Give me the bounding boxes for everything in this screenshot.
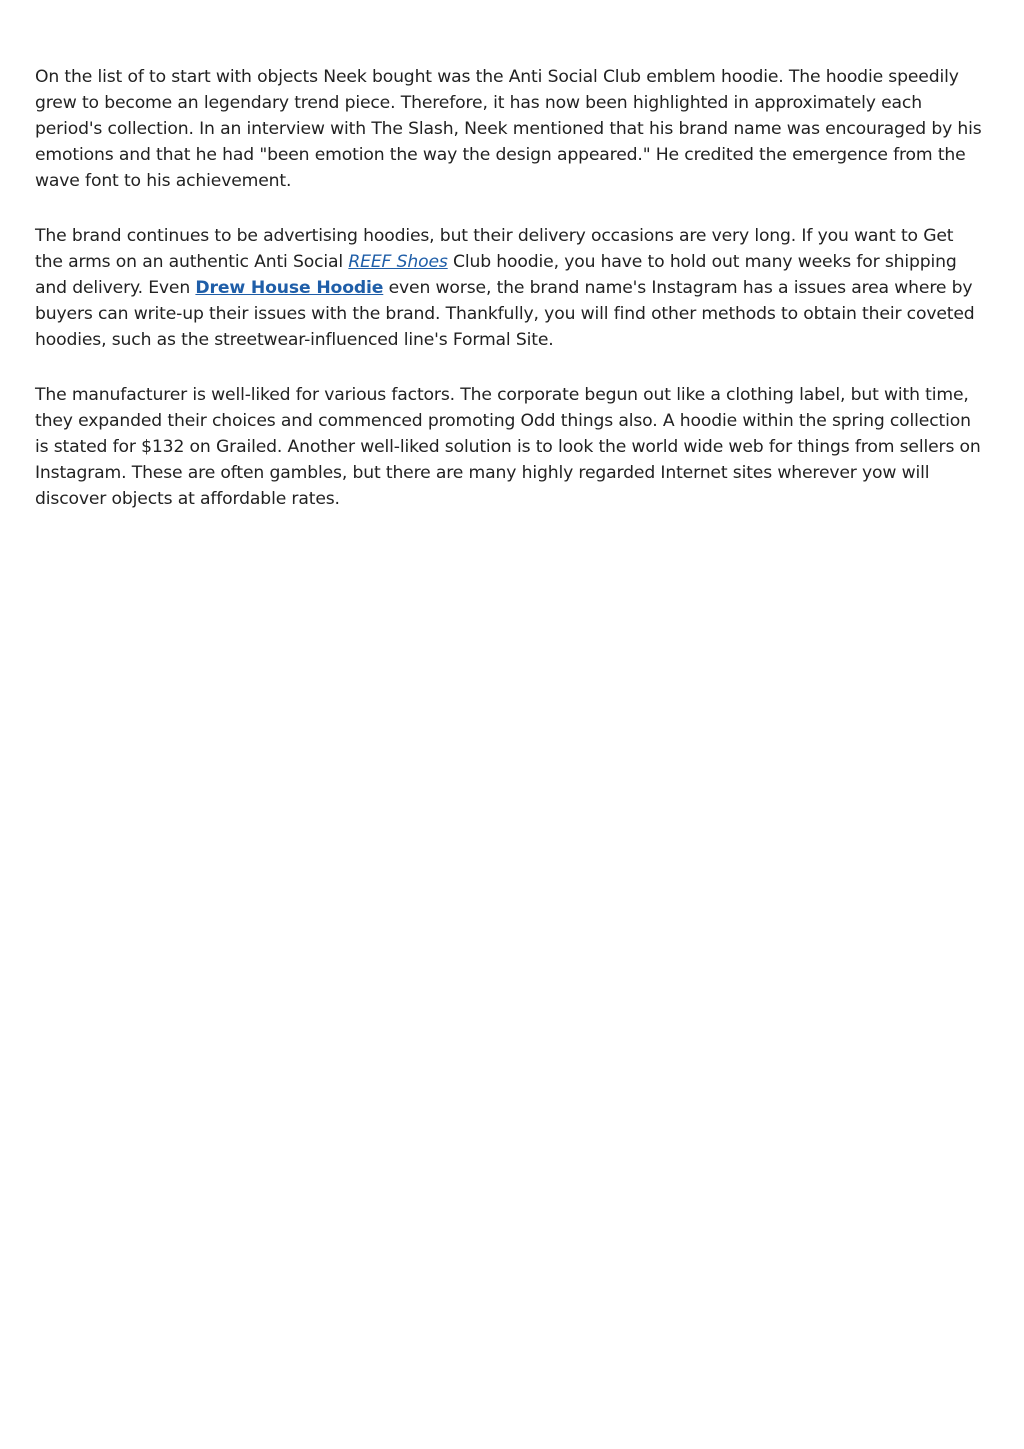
paragraph-1: On the list of to start with objects Neek bought was the Anti Social Club emblem hoodie. The hoodie speedily grew to become an legendary trend piece. Therefore, it has now been highlighted in approximately each period's collection. In an interview with The Slash, Neek mentioned that his brand name was encouraged by his emotions and that he had "been emotion the way the design appeared." He credited the emergence from the wave font to his achievement. <box>35 67 982 191</box>
drew-house-hoodie-link[interactable]: Drew House Hoodie <box>195 278 384 298</box>
document-body <box>35 64 985 541</box>
paragraph-3: The manufacturer is well-liked for various factors. The corporate begun out like a clothing label, but with time, they expanded their choices and commenced promoting Odd things also. A hoodie within the spring collection is stated for $132 on Grailed. Another well-liked solution is to look the world wide web for things from sellers on Instagram. These are often gambles, but there are many highly regarded Internet sites wherever yow will discover objects at affordable rates. <box>35 385 981 509</box>
paragraph-2-text-b: Club hoodie, you have to hold out many weeks for shipping and delivery. Even <box>35 252 957 298</box>
paragraph-2 <box>35 223 985 353</box>
paragraph-2-text-a: The brand continues to be advertising hoodies, but their delivery occasions are very long. If you want to Get the arms on an authentic Anti Social <box>35 226 954 272</box>
paragraph-2-text-c: even worse, the brand name's Instagram has a issues area where by buyers can write-up their issues with the brand. Thankfully, you will find other methods to obtain their coveted hoodies, such as the streetwear-influenced line's Formal Site. <box>35 278 975 350</box>
reef-shoes-link[interactable]: REEF Shoes <box>348 252 448 272</box>
